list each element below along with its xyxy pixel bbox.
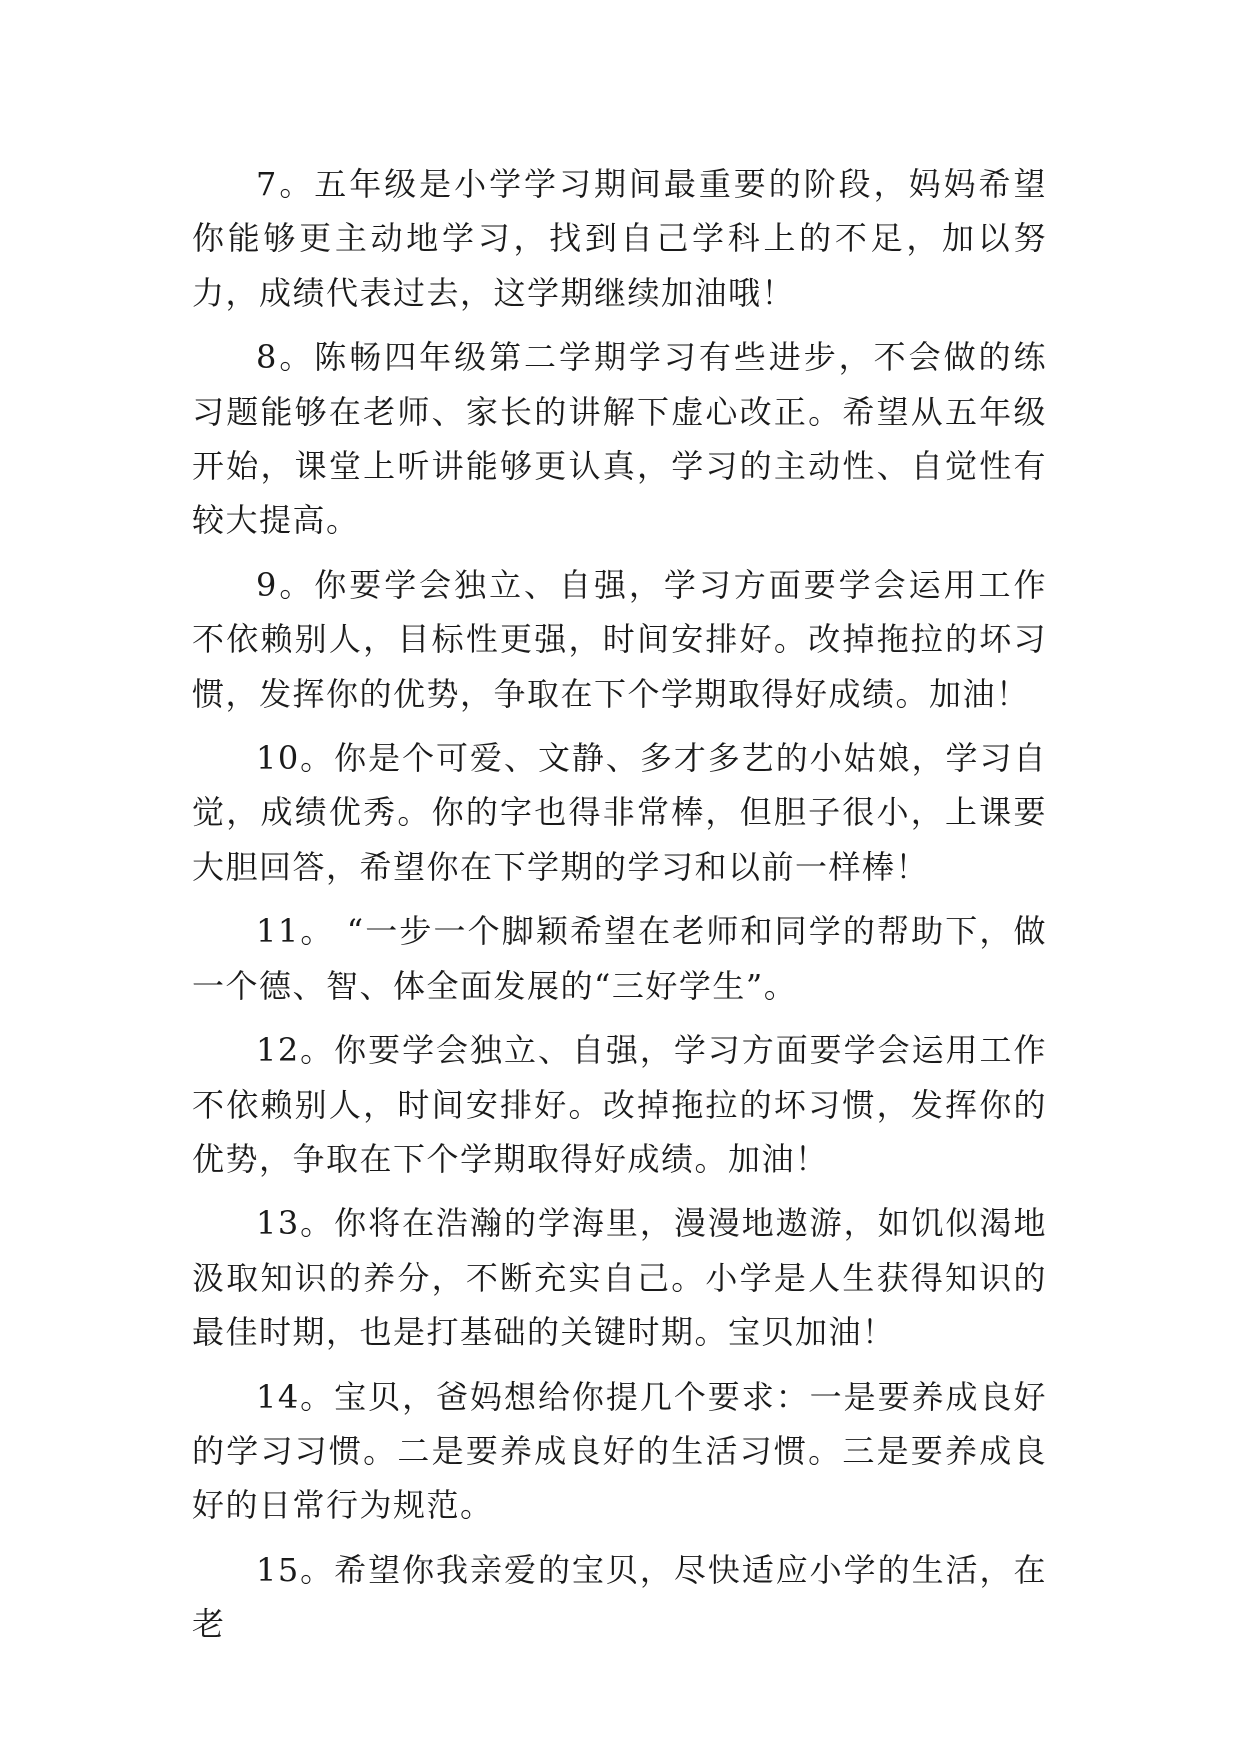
paragraph-14: 14。宝贝，爸妈想给你提几个要求：一是要养成良好的学习习惯。二是要养成良好的生活习惯。三是要养成良好的日常行为规范。 (192, 1377, 1047, 1525)
document-body (192, 157, 1047, 1662)
paragraph-13: 13。你将在浩瀚的学海里，漫漫地遨游，如饥似渴地汲取知识的养分，不断充实自己。小学是人生获得知识的最佳时期，也是打基础的关键时期。宝贝加油！ (192, 1204, 1047, 1352)
paragraph-7: 7。五年级是小学学习期间最重要的阶段，妈妈希望你能够更主动地学习，找到自己学科上的不足，加以努力，成绩代表过去，这学期继续加油哦！ (192, 165, 1047, 312)
paragraph-9: 9。你要学会独立、自强，学习方面要学会运用工作不依赖别人，目标性更强，时间安排好。改掉拖拉的坏习惯，发挥你的优势，争取在下个学期取得好成绩。加油！ (192, 565, 1047, 713)
paragraph-11: 11。 “一步一个脚颖希望在老师和同学的帮助下，做一个德、智、体全面发展的“三好学生”。 (192, 912, 1047, 1005)
paragraph-12: 12。你要学会独立、自强，学习方面要学会运用工作不依赖别人，时间安排好。改掉拖拉的坏习惯，发挥你的优势，争取在下个学期取得好成绩。加油！ (192, 1031, 1047, 1178)
paragraph-10: 10。你是个可爱、文静、多才多艺的小姑娘，学习自觉，成绩优秀。你的字也得非常棒，但胆子很小，上课要大胆回答，希望你在下学期的学习和以前一样棒！ (192, 739, 1047, 886)
paragraph-8: 8。陈畅四年级第二学期学习有些进步，不会做的练习题能够在老师、家长的讲解下虚心改正。希望从五年级开始，课堂上听讲能够更认真，学习的主动性、自觉性有较大提高。 (192, 338, 1047, 540)
paragraph-15: 15。希望你我亲爱的宝贝，尽快适应小学的生活，在老 (192, 1550, 1047, 1644)
